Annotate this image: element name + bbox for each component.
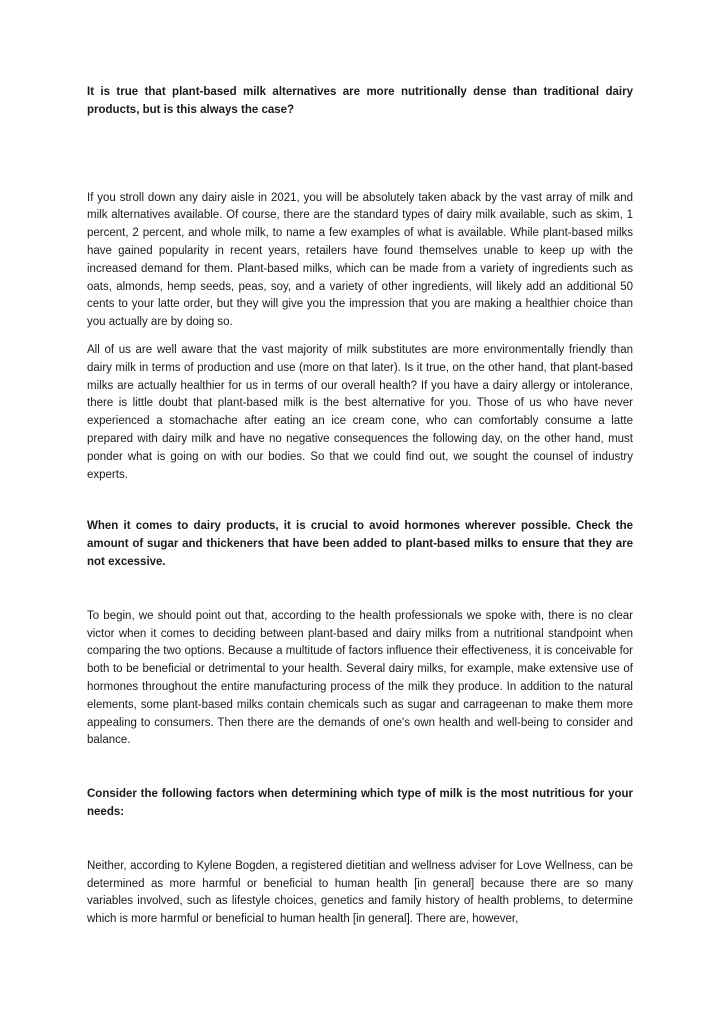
paragraph-environmental: All of us are well aware that the vast majority of milk substitutes are more environmentally friendly than dairy milk in terms of production and use (more on that later). Is it true, on the other hand, that plant-based milks are actually healthier for us in terms of our overall health? If you have a dairy allergy or intolerance, there is little doubt that plant-based milk is the best alternative for you. Those of us who have never experienced a stomachache after eating an ice cream cone, who can comfortably consume a latte prepared with dairy milk and have no negative consequences the following day, on the other hand, must ponder what is going on with our bodies. So that we could find out, we sought the counsel of industry experts.	[87, 343, 633, 481]
heading-avoid-hormones: When it comes to dairy products, it is crucial to avoid hormones wherever possible. Check the amount of sugar and thickeners that have been added to plant-based milks to ensure that they are not excessive.	[87, 520, 633, 568]
heading-consider-factors: Consider the following factors when determining which type of milk is the most nutritious for your needs:	[87, 788, 633, 818]
paragraph-dairy-aisle: If you stroll down any dairy aisle in 2021, you will be absolutely taken aback by the vast array of milk and milk alternatives available. Of course, there are the standard types of dairy milk available, such as skim, 1 percent, 2 percent, and whole milk, to name a few examples of what is available. While plant-based milks have gained popularity in recent years, retailers have found themselves unable to keep up with the increased demand for them. Plant-based milks, which can be made from a variety of ingredients such as oats, almonds, hemp seeds, peas, soy, and a variety of other ingredients, will likely add an additional 50 cents to your latte order, but they will give you the impression that you are making a healthier choice than you actually are by doing so.	[87, 191, 633, 329]
paragraph-kylene-bogden: Neither, according to Kylene Bogden, a registered dietitian and wellness adviser for Love Wellness, can be determined as more harmful or beneficial to human health [in general] because there are so many variables involved, such as lifestyle choices, genetics and family history of health problems, to determine which is more harmful or beneficial to human health [in general]. There are, however,	[87, 859, 633, 926]
document-body	[87, 84, 633, 929]
paragraph-no-clear-victor: To begin, we should point out that, according to the health professionals we spoke with, there is no clear victor when it comes to deciding between plant-based and dairy milks from a nutritional standpoint when comparing the two options. Because a multitude of factors influence their effectiveness, it is conceivable for both to be beneficial or detrimental to your health. Several dairy milks, for example, make extensive use of hormones throughout the entire manufacturing process of the milk they produce. In addition to the natural elements, some plant-based milks contain chemicals such as sugar and carrageenan to make them more appealing to consumers. Then there are the demands of one's own health and well-being to consider and balance.	[87, 609, 633, 747]
heading-intro-question: It is true that plant-based milk alternatives are more nutritionally dense than traditional dairy products, but is this always the case?	[87, 86, 633, 116]
